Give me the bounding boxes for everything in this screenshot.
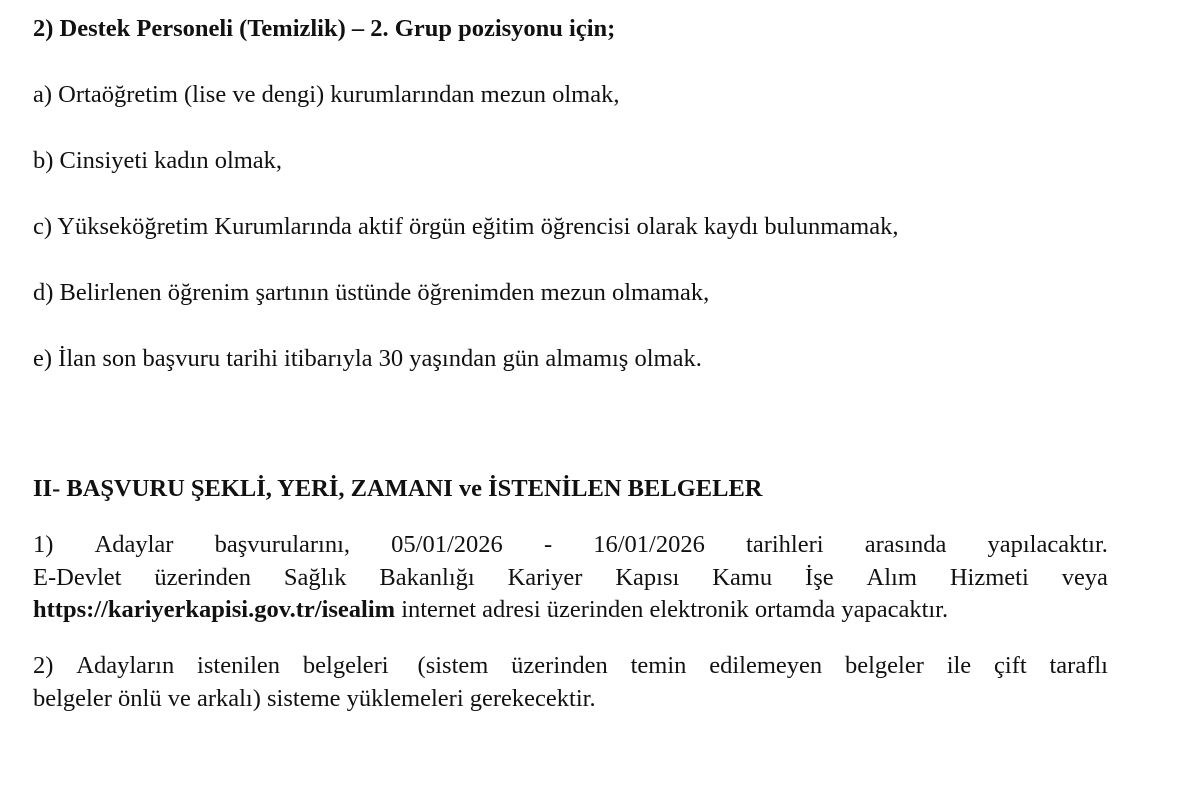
start-date: 05/01/2026 xyxy=(391,531,503,558)
word: Adayların xyxy=(76,652,175,679)
word: Kamu xyxy=(712,564,773,591)
word: veya xyxy=(1061,564,1108,591)
word: tarihleri xyxy=(746,531,824,558)
word: üzerinden xyxy=(511,652,608,679)
end-date: 16/01/2026 xyxy=(593,531,705,558)
word: edilemeyen xyxy=(709,652,823,679)
word: Bakanlığı xyxy=(379,564,475,591)
word: yapılacaktır. xyxy=(987,531,1108,558)
word: istenilen xyxy=(197,652,281,679)
word: arasında xyxy=(864,531,947,558)
word: 1) xyxy=(33,531,54,558)
application-url: https://kariyerkapisi.gov.tr/isealim xyxy=(33,596,396,623)
paragraph-2-line-1 xyxy=(33,651,1108,681)
paragraph-1-line-2 xyxy=(33,563,1108,593)
paragraph-2-line-2: belgeler önlü ve arkalı) sisteme yüklemeleri gerekecektir. xyxy=(33,685,596,712)
word: belgeleri xyxy=(302,652,389,679)
word: başvurularını, xyxy=(214,531,351,558)
word: Alım xyxy=(866,564,917,591)
word: üzerinden xyxy=(154,564,251,591)
word: temin xyxy=(630,652,687,679)
requirement-e: e) İlan son başvuru tarihi itibarıyla 30 yaşından gün almamış olmak. xyxy=(33,345,702,372)
word: belgeler xyxy=(844,652,924,679)
requirement-a: a) Ortaöğretim (lise ve dengi) kurumlarından mezun olmak, xyxy=(33,81,620,108)
word: İşe xyxy=(805,564,834,591)
paragraph-1-line-1 xyxy=(33,530,1108,560)
word: Kariyer xyxy=(507,564,583,591)
section-ii-heading: II- BAŞVURU ŞEKLİ, YERİ, ZAMANI ve İSTENİLEN BELGELER xyxy=(33,475,763,502)
requirement-c: c) Yükseköğretim Kurumlarında aktif örgün eğitim öğrencisi olarak kaydı bulunmamak, xyxy=(33,213,899,240)
word: - xyxy=(543,531,553,558)
requirement-b: b) Cinsiyeti kadın olmak, xyxy=(33,147,283,174)
word: Adaylar xyxy=(94,531,174,558)
requirement-d: d) Belirlenen öğrenim şartının üstünde öğrenimden mezun olmamak, xyxy=(33,279,710,306)
word: E-Devlet xyxy=(33,564,122,591)
word: çift xyxy=(994,652,1027,679)
word: (sistem xyxy=(411,652,489,679)
word: Kapısı xyxy=(615,564,680,591)
paragraph-1-line-3-rest: internet adresi üzerinden elektronik ortamda yapacaktır. xyxy=(395,596,949,623)
word: ile xyxy=(946,652,972,679)
section-2-heading: 2) Destek Personeli (Temizlik) – 2. Grup pozisyonu için; xyxy=(33,15,616,42)
word: Sağlık xyxy=(283,564,347,591)
word: taraflı xyxy=(1049,652,1108,679)
word: 2) xyxy=(33,652,54,679)
word: Hizmeti xyxy=(949,564,1029,591)
paragraph-1-line-3 xyxy=(33,595,948,625)
